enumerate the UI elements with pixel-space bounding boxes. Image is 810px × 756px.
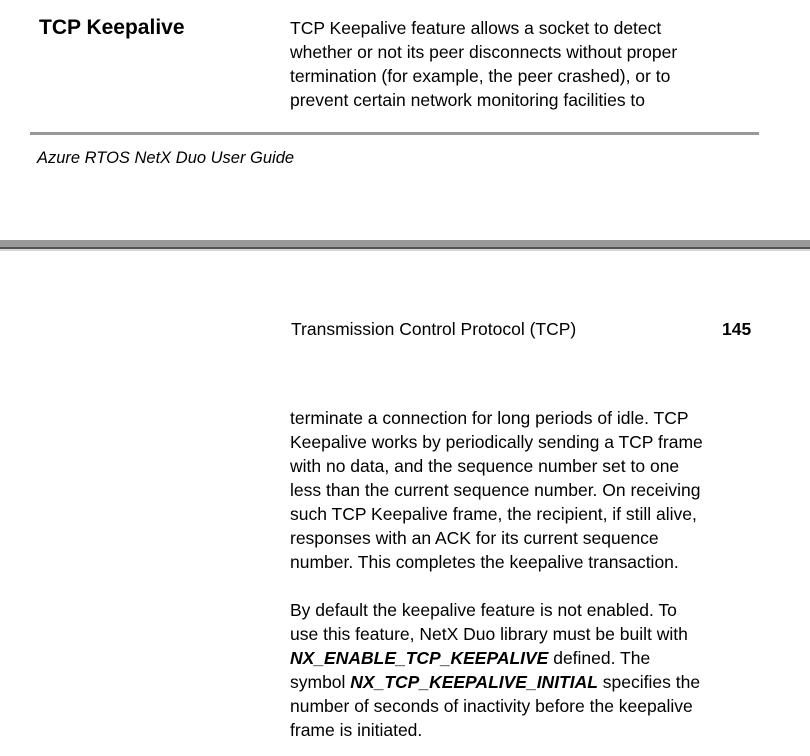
paragraph-line: prevent certain network monitoring facilities to — [290, 90, 646, 110]
footer-rule — [30, 132, 759, 135]
paragraph-text: defined. The — [548, 648, 651, 668]
section-heading: TCP Keepalive — [39, 16, 185, 39]
paragraph-line: Keepalive works by periodically sending a TCP frame — [290, 432, 703, 452]
paragraph-line: responses with an ACK for its current sequence — [290, 528, 659, 548]
intro-paragraph — [290, 16, 677, 112]
paragraph-text: specifies the — [597, 672, 701, 692]
continuation-paragraph — [290, 406, 703, 574]
header-page-number: 145 — [722, 319, 752, 339]
paragraph-line: By default the keepalive feature is not enabled. To — [290, 600, 677, 620]
paragraph-line: such TCP Keepalive frame, the recipient, if still alive, — [290, 504, 697, 524]
default-config-paragraph — [290, 598, 700, 742]
paragraph-line: use this feature, NetX Duo library must be built with — [290, 624, 688, 644]
paragraph-line: TCP Keepalive feature allows a socket to detect — [290, 18, 662, 38]
paragraph-line: with no data, and the sequence number set to one — [290, 456, 680, 476]
page-break-divider — [0, 240, 810, 249]
header-chapter-title: Transmission Control Protocol (TCP) — [291, 319, 577, 339]
paragraph-line: terminate a connection for long periods of idle. TCP — [290, 408, 689, 428]
config-symbol-keepalive-initial: NX_TCP_KEEPALIVE_INITIAL — [350, 672, 598, 692]
paragraph-line: termination (for example, the peer crashed), or to — [290, 66, 671, 86]
footer-document-title: Azure RTOS NetX Duo User Guide — [37, 149, 295, 167]
paragraph-line: frame is initiated. — [290, 720, 423, 740]
config-symbol-enable-keepalive: NX_ENABLE_TCP_KEEPALIVE — [290, 648, 549, 668]
paragraph-line — [290, 670, 700, 694]
paragraph-line — [290, 646, 700, 670]
paragraph-line: less than the current sequence number. On receiving — [290, 480, 701, 500]
paragraph-line: whether or not its peer disconnects without proper — [290, 42, 678, 62]
paragraph-text: symbol — [290, 672, 351, 692]
page-break-shadow — [0, 249, 810, 251]
paragraph-line: number of seconds of inactivity before the keepalive — [290, 696, 693, 716]
paragraph-line: number. This completes the keepalive transaction. — [290, 552, 679, 572]
